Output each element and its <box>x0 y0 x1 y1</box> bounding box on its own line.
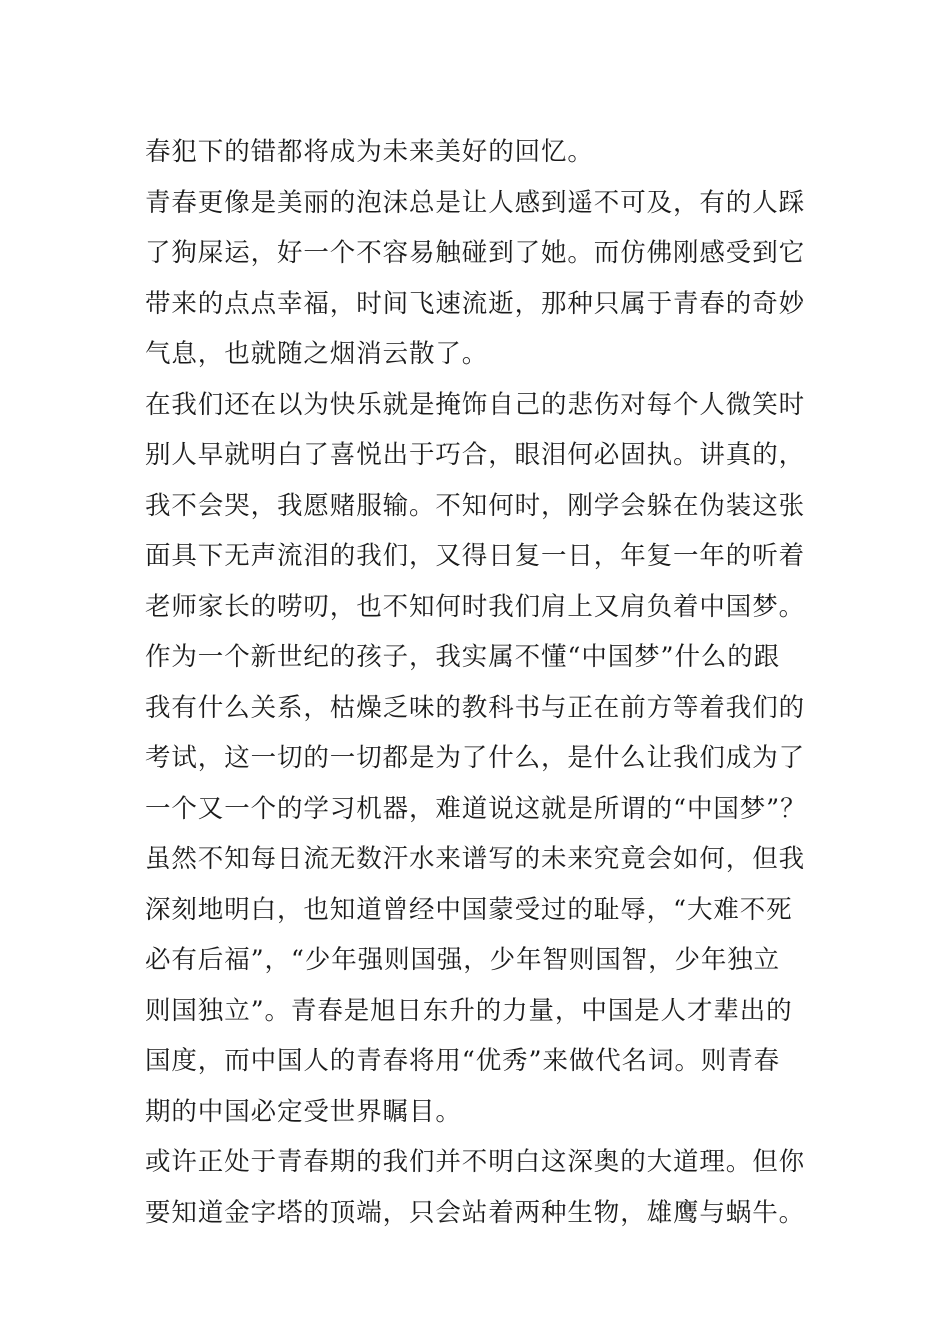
text-line: 面具下无声流泪的我们，又得日复一日，年复一年的听着 <box>145 541 806 571</box>
text-line: 要知道金字塔的顶端，只会站着两种生物，雄鹰与蜗牛。 <box>145 1197 806 1228</box>
text-line: 考试，这一切的一切都是为了什么，是什么让我们成为了 <box>145 743 806 773</box>
text-line: 春犯下的错都将成为未来美好的回忆。 <box>145 137 594 167</box>
essay-text <box>145 127 810 1238</box>
text-line: 别人早就明白了喜悦出于巧合，眼泪何必固执。讲真的， <box>145 440 806 470</box>
text-line: 老师家长的唠叨，也不知何时我们肩上又肩负着中国梦。 <box>145 591 806 622</box>
text-line: 或许正处于青春期的我们并不明白这深奥的大道理。但你 <box>145 1147 806 1177</box>
text-line: 必有后福”，“少年强则国强，少年智则国智，少年独立 <box>145 945 781 975</box>
text-line: 了狗屎运，好一个不容易触碰到了她。而仿佛刚感受到它 <box>145 238 806 268</box>
text-line: 在我们还在以为快乐就是掩饰自己的悲伤对每个人微笑时 <box>145 389 806 420</box>
text-line: 青春更像是美丽的泡沫总是让人感到遥不可及，有的人踩 <box>145 187 806 218</box>
text-line: 虽然不知每日流无数汗水来谱写的未来究竟会如何，但我 <box>145 844 806 874</box>
text-line: 作为一个新世纪的孩子，我实属不懂“中国梦”什么的跟 <box>145 642 781 672</box>
text-line: 一个又一个的学习机器，难道说这就是所谓的“中国梦”？ <box>145 793 807 824</box>
text-line: 国度，而中国人的青春将用“优秀”来做代名词。则青春 <box>145 1046 781 1076</box>
text-line: 期的中国必定受世界瞩目。 <box>145 1096 462 1127</box>
text-line: 则国独立”。青春是旭日东升的力量，中国是人才辈出的 <box>145 995 793 1026</box>
text-line: 深刻地明白，也知道曾经中国蒙受过的耻辱，“大难不死 <box>145 894 793 925</box>
text-line: 气息，也就随之烟消云散了。 <box>145 339 489 369</box>
text-line: 我有什么关系，枯燥乏味的教科书与正在前方等着我们的 <box>145 692 806 723</box>
text-line: 我不会哭，我愿赌服输。不知何时，刚学会躲在伪装这张 <box>145 490 806 521</box>
text-line: 带来的点点幸福，时间飞速流逝，那种只属于青春的奇妙 <box>145 288 806 319</box>
